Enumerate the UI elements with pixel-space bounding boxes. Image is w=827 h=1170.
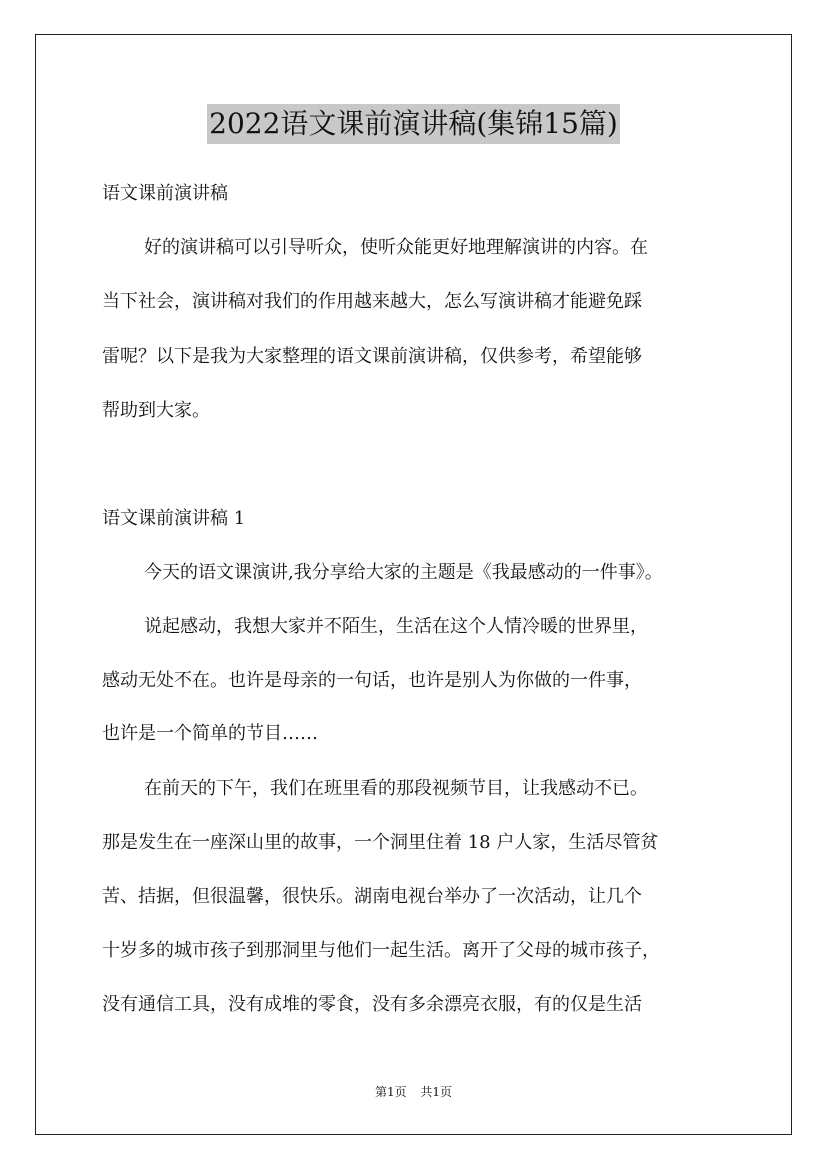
body-line-7: 苦、拮据，但很温馨，很快乐。湖南电视台举办了一次活动，让几个 xyxy=(102,886,642,907)
body-line-8: 十岁多的城市孩子到那洞里与他们一起生活。离开了父母的城市孩子， xyxy=(102,940,660,961)
document-title: 2022语文课前演讲稿(集锦15篇) xyxy=(207,104,620,144)
page-total: 共1页 xyxy=(420,1085,453,1099)
title-container xyxy=(0,104,827,144)
intro-line-1: 好的演讲稿可以引导听众，使听众能更好地理解演讲的内容。在 xyxy=(144,237,648,258)
body-line-2: 说起感动，我想大家并不陌生，生活在这个人情冷暖的世界里， xyxy=(144,616,648,637)
body-line-9: 没有通信工具，没有成堆的零食，没有多余漂亮衣服，有的仅是生活 xyxy=(102,994,642,1015)
body-line-3: 感动无处不在。也许是母亲的一句话，也许是别人为你做的一件事， xyxy=(102,670,642,691)
body-line-5: 在前天的下午，我们在班里看的那段视频节目，让我感动不已。 xyxy=(144,778,648,799)
page-footer xyxy=(0,1084,827,1100)
body-line-1: 今天的语文课演讲,我分享给大家的主题是《我最感动的一件事》。 xyxy=(144,562,663,583)
section-heading-1: 语文课前演讲稿 1 xyxy=(102,508,246,529)
page-number: 第1页 xyxy=(374,1085,407,1099)
body-line-4: 也许是一个简单的节目…… xyxy=(102,723,318,744)
section-heading-main: 语文课前演讲稿 xyxy=(102,183,228,204)
intro-line-4: 帮助到大家。 xyxy=(102,400,210,421)
body-line-6: 那是发生在一座深山里的故事，一个洞里住着 18 户人家，生活尽管贫 xyxy=(102,832,659,853)
intro-line-3: 雷呢？以下是我为大家整理的语文课前演讲稿，仅供参考，希望能够 xyxy=(102,346,642,367)
intro-line-2: 当下社会，演讲稿对我们的作用越来越大，怎么写演讲稿才能避免踩 xyxy=(102,291,642,312)
